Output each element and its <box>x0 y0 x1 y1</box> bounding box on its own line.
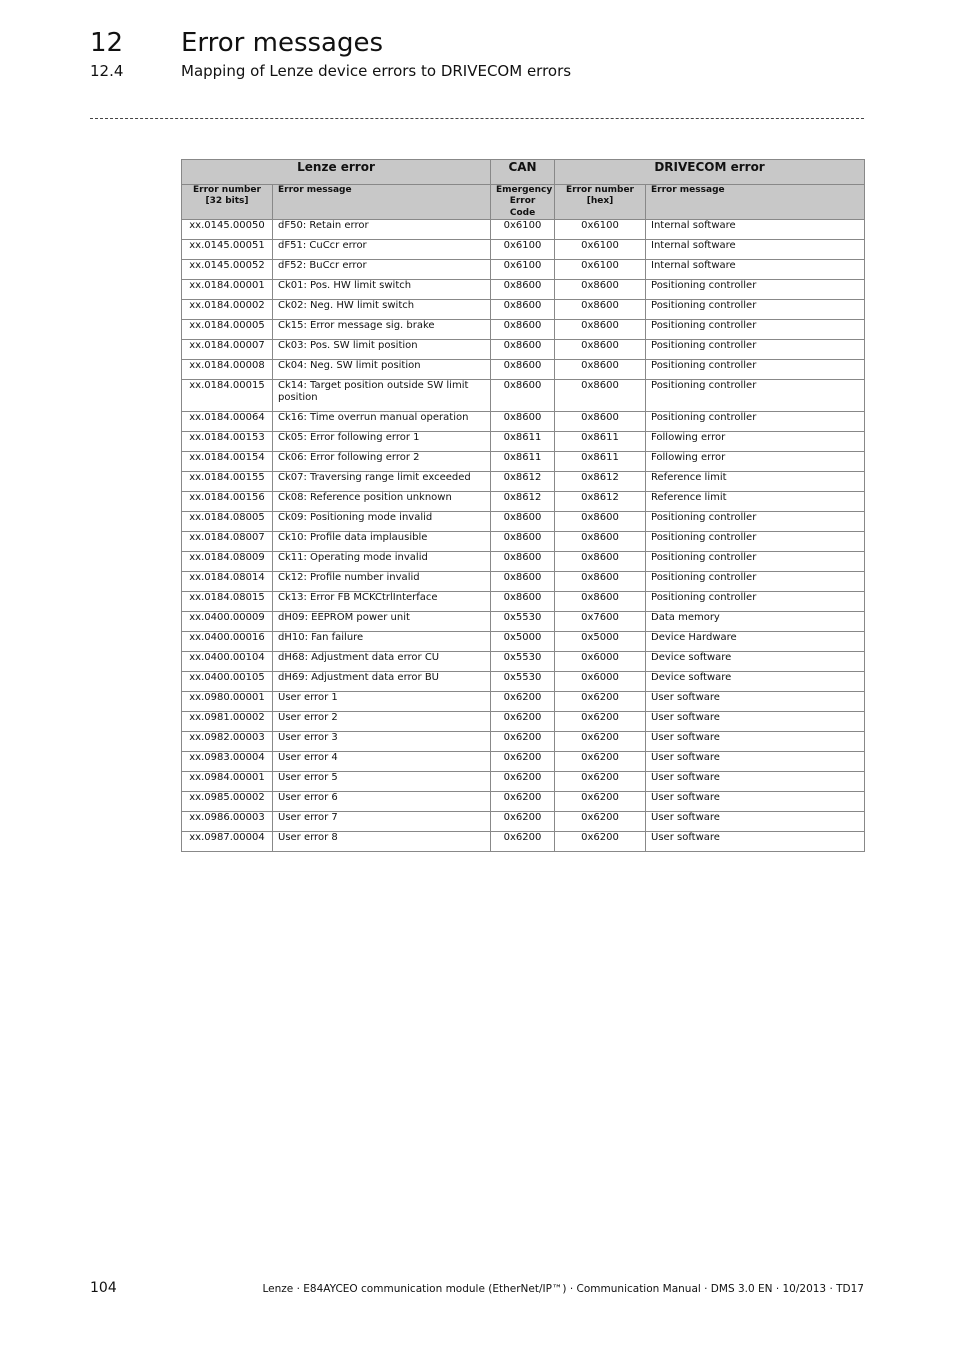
column-header-error-number: Error number [32 bits] <box>182 185 273 220</box>
column-header-error-message: Error message <box>273 185 491 220</box>
cell-drivecom-message: Internal software <box>646 219 865 239</box>
cell-emergency-code: 0x6100 <box>491 259 555 279</box>
cell-drivecom-number: 0x6200 <box>555 731 646 751</box>
cell-error-message: User error 5 <box>273 771 491 791</box>
cell-emergency-code: 0x8600 <box>491 359 555 379</box>
cell-drivecom-number: 0x6100 <box>555 219 646 239</box>
cell-error-message: User error 4 <box>273 751 491 771</box>
cell-emergency-code: 0x5530 <box>491 671 555 691</box>
cell-error-number: xx.0184.08014 <box>182 571 273 591</box>
column-header-error-number-hex: Error number [hex] <box>555 185 646 220</box>
table-row <box>182 731 865 751</box>
cell-emergency-code: 0x8600 <box>491 299 555 319</box>
cell-drivecom-number: 0x8600 <box>555 511 646 531</box>
cell-drivecom-number: 0x8612 <box>555 471 646 491</box>
cell-emergency-code: 0x8600 <box>491 571 555 591</box>
cell-error-number: xx.0184.08005 <box>182 511 273 531</box>
cell-drivecom-message: Positioning controller <box>646 359 865 379</box>
cell-drivecom-message: Positioning controller <box>646 511 865 531</box>
cell-error-number: xx.0983.00004 <box>182 751 273 771</box>
cell-emergency-code: 0x6200 <box>491 831 555 851</box>
cell-drivecom-message: Positioning controller <box>646 591 865 611</box>
cell-emergency-code: 0x8600 <box>491 279 555 299</box>
cell-emergency-code: 0x6200 <box>491 751 555 771</box>
cell-error-message: Ck08: Reference position unknown <box>273 491 491 511</box>
table-row <box>182 531 865 551</box>
cell-drivecom-number: 0x6200 <box>555 771 646 791</box>
cell-drivecom-number: 0x8600 <box>555 411 646 431</box>
cell-error-message: Ck02: Neg. HW limit switch <box>273 299 491 319</box>
cell-drivecom-message: Positioning controller <box>646 551 865 571</box>
cell-drivecom-message: User software <box>646 831 865 851</box>
cell-drivecom-number: 0x8600 <box>555 591 646 611</box>
chapter-title: Error messages <box>181 28 384 58</box>
cell-emergency-code: 0x8600 <box>491 411 555 431</box>
cell-error-message: dH68: Adjustment data error CU <box>273 651 491 671</box>
cell-emergency-code: 0x8611 <box>491 451 555 471</box>
cell-error-number: xx.0184.00005 <box>182 319 273 339</box>
cell-error-number: xx.0987.00004 <box>182 831 273 851</box>
cell-error-message: Ck11: Operating mode invalid <box>273 551 491 571</box>
cell-error-message: dH69: Adjustment data error BU <box>273 671 491 691</box>
cell-error-message: Ck12: Profile number invalid <box>273 571 491 591</box>
cell-drivecom-message: Internal software <box>646 239 865 259</box>
cell-error-number: xx.0184.00008 <box>182 359 273 379</box>
footer-text: Lenze · E84AYCEO communication module (EtherNet/IP™) · Communication Manual · DMS 3.0 EN · 10/2013 · TD17 <box>262 1283 864 1295</box>
cell-error-message: Ck09: Positioning mode invalid <box>273 511 491 531</box>
cell-error-message: User error 2 <box>273 711 491 731</box>
table-row <box>182 339 865 359</box>
table-row <box>182 671 865 691</box>
table-row <box>182 239 865 259</box>
cell-drivecom-number: 0x6200 <box>555 791 646 811</box>
cell-drivecom-message: User software <box>646 711 865 731</box>
cell-error-message: Ck05: Error following error 1 <box>273 431 491 451</box>
table-row <box>182 591 865 611</box>
table-row <box>182 359 865 379</box>
table-row <box>182 791 865 811</box>
cell-drivecom-message: User software <box>646 811 865 831</box>
cell-emergency-code: 0x5000 <box>491 631 555 651</box>
cell-drivecom-number: 0x6100 <box>555 259 646 279</box>
table-row <box>182 379 865 411</box>
cell-error-message: dF52: BuCcr error <box>273 259 491 279</box>
table-row <box>182 491 865 511</box>
cell-error-message: User error 3 <box>273 731 491 751</box>
table-row <box>182 811 865 831</box>
cell-drivecom-number: 0x8600 <box>555 359 646 379</box>
cell-error-number: xx.0184.00156 <box>182 491 273 511</box>
group-header-lenze-error: Lenze error <box>182 160 491 185</box>
cell-drivecom-message: Data memory <box>646 611 865 631</box>
cell-error-number: xx.0184.00007 <box>182 339 273 359</box>
cell-drivecom-message: Following error <box>646 431 865 451</box>
header-divider <box>90 118 864 119</box>
cell-error-number: xx.0400.00016 <box>182 631 273 651</box>
cell-drivecom-number: 0x6100 <box>555 239 646 259</box>
table-row <box>182 411 865 431</box>
error-mapping-table <box>181 159 865 852</box>
cell-error-message: Ck15: Error message sig. brake <box>273 319 491 339</box>
table-row <box>182 831 865 851</box>
cell-emergency-code: 0x8600 <box>491 551 555 571</box>
cell-emergency-code: 0x5530 <box>491 651 555 671</box>
cell-error-number: xx.0145.00052 <box>182 259 273 279</box>
cell-error-message: dH10: Fan failure <box>273 631 491 651</box>
page-number: 104 <box>90 1280 117 1296</box>
cell-error-number: xx.0400.00104 <box>182 651 273 671</box>
cell-drivecom-message: Internal software <box>646 259 865 279</box>
cell-error-message: Ck10: Profile data implausible <box>273 531 491 551</box>
table-row <box>182 551 865 571</box>
cell-drivecom-number: 0x8600 <box>555 319 646 339</box>
cell-error-number: xx.0982.00003 <box>182 731 273 751</box>
cell-emergency-code: 0x8600 <box>491 379 555 411</box>
table-row <box>182 611 865 631</box>
cell-error-number: xx.0145.00051 <box>182 239 273 259</box>
cell-error-number: xx.0981.00002 <box>182 711 273 731</box>
cell-error-message: User error 8 <box>273 831 491 851</box>
cell-error-number: xx.0400.00009 <box>182 611 273 631</box>
cell-error-number: xx.0184.00064 <box>182 411 273 431</box>
cell-drivecom-message: Device Hardware <box>646 631 865 651</box>
table-row <box>182 319 865 339</box>
cell-drivecom-message: Positioning controller <box>646 379 865 411</box>
cell-error-message: Ck01: Pos. HW limit switch <box>273 279 491 299</box>
cell-error-message: User error 6 <box>273 791 491 811</box>
cell-drivecom-number: 0x8612 <box>555 491 646 511</box>
table-row <box>182 571 865 591</box>
cell-drivecom-message: Device software <box>646 671 865 691</box>
cell-error-message: User error 7 <box>273 811 491 831</box>
cell-emergency-code: 0x6100 <box>491 219 555 239</box>
cell-error-message: Ck16: Time overrun manual operation <box>273 411 491 431</box>
cell-emergency-code: 0x6200 <box>491 731 555 751</box>
cell-drivecom-number: 0x8600 <box>555 531 646 551</box>
cell-drivecom-message: Positioning controller <box>646 279 865 299</box>
cell-error-message: Ck06: Error following error 2 <box>273 451 491 471</box>
table-row <box>182 631 865 651</box>
cell-emergency-code: 0x8612 <box>491 471 555 491</box>
cell-drivecom-message: Positioning controller <box>646 571 865 591</box>
cell-emergency-code: 0x6200 <box>491 811 555 831</box>
cell-drivecom-message: User software <box>646 691 865 711</box>
table-row <box>182 219 865 239</box>
cell-error-message: dF50: Retain error <box>273 219 491 239</box>
group-header-can: CAN <box>491 160 555 185</box>
table-row <box>182 471 865 491</box>
table-row <box>182 691 865 711</box>
cell-error-number: xx.0984.00001 <box>182 771 273 791</box>
cell-drivecom-message: Positioning controller <box>646 339 865 359</box>
cell-drivecom-message: Reference limit <box>646 471 865 491</box>
cell-drivecom-message: Positioning controller <box>646 411 865 431</box>
cell-drivecom-message: User software <box>646 791 865 811</box>
table-row <box>182 651 865 671</box>
cell-error-number: xx.0184.00153 <box>182 431 273 451</box>
cell-drivecom-number: 0x6000 <box>555 671 646 691</box>
table-row <box>182 751 865 771</box>
table-row <box>182 511 865 531</box>
cell-error-number: xx.0184.00154 <box>182 451 273 471</box>
cell-emergency-code: 0x6200 <box>491 771 555 791</box>
cell-drivecom-number: 0x8600 <box>555 551 646 571</box>
cell-error-number: xx.0184.00015 <box>182 379 273 411</box>
cell-error-number: xx.0145.00050 <box>182 219 273 239</box>
cell-emergency-code: 0x6200 <box>491 711 555 731</box>
cell-drivecom-number: 0x8600 <box>555 571 646 591</box>
cell-error-number: xx.0986.00003 <box>182 811 273 831</box>
cell-drivecom-number: 0x6000 <box>555 651 646 671</box>
cell-drivecom-number: 0x6200 <box>555 831 646 851</box>
cell-drivecom-message: User software <box>646 771 865 791</box>
cell-error-number: xx.0184.08009 <box>182 551 273 571</box>
cell-drivecom-number: 0x8611 <box>555 451 646 471</box>
cell-error-number: xx.0980.00001 <box>182 691 273 711</box>
cell-emergency-code: 0x8612 <box>491 491 555 511</box>
cell-error-message: Ck04: Neg. SW limit position <box>273 359 491 379</box>
cell-error-message: User error 1 <box>273 691 491 711</box>
cell-emergency-code: 0x8611 <box>491 431 555 451</box>
table-row <box>182 451 865 471</box>
group-header-drivecom-error: DRIVECOM error <box>555 160 865 185</box>
cell-error-number: xx.0400.00105 <box>182 671 273 691</box>
cell-error-message: dF51: CuCcr error <box>273 239 491 259</box>
column-header-emergency-code: Emergency Error Code <box>491 185 555 220</box>
cell-drivecom-message: Reference limit <box>646 491 865 511</box>
table-row <box>182 299 865 319</box>
cell-error-number: xx.0184.08007 <box>182 531 273 551</box>
cell-emergency-code: 0x5530 <box>491 611 555 631</box>
cell-error-number: xx.0184.08015 <box>182 591 273 611</box>
cell-emergency-code: 0x8600 <box>491 339 555 359</box>
cell-emergency-code: 0x8600 <box>491 319 555 339</box>
table-row <box>182 711 865 731</box>
cell-error-message: Ck07: Traversing range limit exceeded <box>273 471 491 491</box>
table-row <box>182 771 865 791</box>
cell-emergency-code: 0x8600 <box>491 531 555 551</box>
cell-emergency-code: 0x8600 <box>491 511 555 531</box>
cell-error-number: xx.0184.00002 <box>182 299 273 319</box>
cell-drivecom-number: 0x8600 <box>555 379 646 411</box>
cell-drivecom-message: Following error <box>646 451 865 471</box>
cell-emergency-code: 0x6200 <box>491 791 555 811</box>
cell-drivecom-number: 0x7600 <box>555 611 646 631</box>
cell-drivecom-number: 0x8600 <box>555 339 646 359</box>
cell-drivecom-number: 0x6200 <box>555 711 646 731</box>
cell-drivecom-message: Positioning controller <box>646 319 865 339</box>
cell-drivecom-message: Device software <box>646 651 865 671</box>
cell-drivecom-message: User software <box>646 731 865 751</box>
cell-drivecom-number: 0x6200 <box>555 751 646 771</box>
cell-error-message: Ck03: Pos. SW limit position <box>273 339 491 359</box>
cell-drivecom-number: 0x5000 <box>555 631 646 651</box>
cell-drivecom-number: 0x8611 <box>555 431 646 451</box>
cell-drivecom-number: 0x6200 <box>555 811 646 831</box>
chapter-number: 12 <box>90 28 124 58</box>
cell-error-message: Ck14: Target position outside SW limit position <box>273 379 491 411</box>
cell-error-message: dH09: EEPROM power unit <box>273 611 491 631</box>
table-row <box>182 279 865 299</box>
cell-emergency-code: 0x6100 <box>491 239 555 259</box>
cell-drivecom-number: 0x6200 <box>555 691 646 711</box>
cell-error-number: xx.0985.00002 <box>182 791 273 811</box>
cell-error-number: xx.0184.00155 <box>182 471 273 491</box>
table-row <box>182 259 865 279</box>
cell-drivecom-message: Positioning controller <box>646 299 865 319</box>
cell-drivecom-number: 0x8600 <box>555 299 646 319</box>
cell-error-message: Ck13: Error FB MCKCtrlInterface <box>273 591 491 611</box>
cell-emergency-code: 0x8600 <box>491 591 555 611</box>
cell-emergency-code: 0x6200 <box>491 691 555 711</box>
cell-drivecom-message: User software <box>646 751 865 771</box>
column-header-drivecom-message: Error message <box>646 185 865 220</box>
section-number: 12.4 <box>90 62 124 80</box>
section-title: Mapping of Lenze device errors to DRIVECOM errors <box>181 62 572 80</box>
cell-error-number: xx.0184.00001 <box>182 279 273 299</box>
cell-drivecom-number: 0x8600 <box>555 279 646 299</box>
table-row <box>182 431 865 451</box>
cell-drivecom-message: Positioning controller <box>646 531 865 551</box>
